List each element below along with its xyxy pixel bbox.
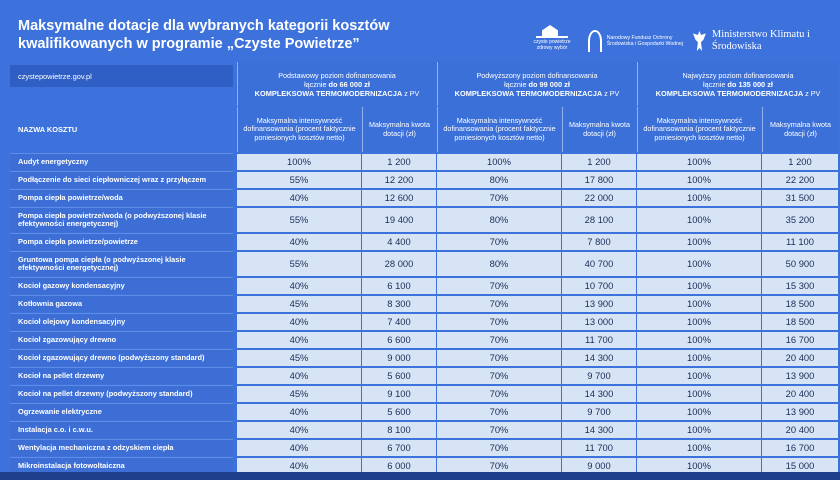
intensity-cell: 100% [637,386,761,402]
intensity-cell: 100% [637,296,761,312]
website-link[interactable]: czystepowietrze.gov.pl [10,65,233,87]
amount-cell: 9 000 [562,458,636,474]
intensity-cell: 100% [637,422,761,438]
amount-cell: 1 200 [362,154,436,170]
intensity-cell: 100% [637,332,761,348]
amount-cell: 12 200 [362,172,436,188]
amount-cell: 18 500 [762,314,838,330]
amount-cell: 18 500 [762,296,838,312]
intensity-cell: 40% [237,234,361,250]
amount-cell: 8 300 [362,296,436,312]
intensity-cell: 100% [637,278,761,294]
table-row [10,171,838,188]
intensity-cell: 70% [437,350,561,366]
amount-cell: 8 100 [362,422,436,438]
amount-cell: 10 700 [562,278,636,294]
intensity-cell: 70% [437,332,561,348]
table-row [10,331,838,348]
table-row [10,295,838,312]
intensity-cell: 100% [437,154,561,170]
cost-name: Instalacja c.o. i c.w.u. [10,421,233,438]
cost-name: Pompa ciepła powietrze/woda [10,189,233,206]
amount-cell: 11 100 [762,234,838,250]
amount-cell: 14 300 [562,386,636,402]
amount-cell: 9 000 [362,350,436,366]
intensity-cell: 40% [237,440,361,456]
cost-name: Pompa ciepła powietrze/woda (o podwyższonej klasie efektywności energetycznej) [10,207,233,232]
table-row [10,207,838,232]
amount-cell: 13 900 [762,404,838,420]
cost-name: Pompa ciepła powietrze/powietrze [10,233,233,250]
cost-name: Audyt energetyczny [10,153,233,170]
cost-name: Kocioł zgazowujący drewno [10,331,233,348]
intensity-cell: 70% [437,404,561,420]
intensity-cell: 100% [637,350,761,366]
amount-cell: 5 600 [362,368,436,384]
intensity-cell: 40% [237,332,361,348]
intensity-cell: 40% [237,422,361,438]
intensity-cell: 40% [237,314,361,330]
amount-cell: 7 400 [362,314,436,330]
amount-cell: 9 700 [562,404,636,420]
cost-name: Kocioł olejowy kondensacyjny [10,313,233,330]
intensity-cell: 100% [637,314,761,330]
column-header-intensity: Maksymalna intensywność dofinansowania (procent faktycznie poniesionych kosztów netto) [637,107,761,152]
nfosigw-logo: Narodowy Fundusz Ochrony Środowiska i Gospodarki Wodnej [588,26,684,56]
column-header-amount: Maksymalna kwota dotacji (zł) [362,107,436,152]
table-row [10,233,838,250]
amount-cell: 6 600 [362,332,436,348]
cost-name: Kocioł na pellet drzewny [10,367,233,384]
cost-name: Gruntowa pompa ciepła (o podwyższonej klasie efektywności energetycznej) [10,251,233,276]
intensity-cell: 70% [437,314,561,330]
intensity-cell: 100% [637,404,761,420]
column-header-intensity: Maksymalna intensywność dofinansowania (procent faktycznie poniesionych kosztów netto) [237,107,361,152]
level-header-basic: Podstawowy poziom dofinansowania łącznie do 66 000 zł KOMPLEKSOWA TERMOMODERNIZACJA z PV [237,62,436,106]
cost-name: Kocioł na pellet drzewny (podwyższony standard) [10,385,233,402]
intensity-cell: 100% [237,154,361,170]
level-header-highest: Najwyższy poziom dofinansowania łącznie do 135 000 zł KOMPLEKSOWA TERMOMODERNIZACJA z PV [637,62,838,106]
amount-cell: 13 900 [562,296,636,312]
amount-cell: 35 200 [762,208,838,232]
amount-cell: 11 700 [562,332,636,348]
intensity-cell: 70% [437,190,561,206]
column-header-amount: Maksymalna kwota dotacji (zł) [762,107,838,152]
table-row [10,313,838,330]
fund-emblem-icon [588,30,602,52]
intensity-cell: 100% [637,458,761,474]
cost-name: Mikroinstalacja fotowoltaiczna [10,457,233,474]
amount-cell: 19 400 [362,208,436,232]
column-header-amount: Maksymalna kwota dotacji (zł) [562,107,636,152]
intensity-cell: 80% [437,208,561,232]
intensity-cell: 70% [437,234,561,250]
intensity-cell: 45% [237,386,361,402]
intensity-cell: 40% [237,404,361,420]
intensity-cell: 70% [437,458,561,474]
column-header-name: NAZWA KOSZTU [18,125,78,134]
intensity-cell: 100% [637,368,761,384]
table-row [10,251,838,276]
ministry-logo: Ministerstwo Klimatu i Środowiska [693,26,833,56]
intensity-cell: 55% [237,208,361,232]
intensity-cell: 55% [237,172,361,188]
amount-cell: 6 100 [362,278,436,294]
intensity-cell: 70% [437,440,561,456]
amount-cell: 50 900 [762,252,838,276]
intensity-cell: 40% [237,458,361,474]
intensity-cell: 45% [237,350,361,366]
amount-cell: 20 400 [762,350,838,366]
amount-cell: 16 700 [762,332,838,348]
amount-cell: 28 100 [562,208,636,232]
amount-cell: 7 800 [562,234,636,250]
amount-cell: 14 300 [562,350,636,366]
table-row [10,153,838,170]
intensity-cell: 40% [237,278,361,294]
intensity-cell: 70% [437,368,561,384]
intensity-cell: 100% [637,172,761,188]
intensity-cell: 100% [637,190,761,206]
page-title: Maksymalne dotacje dla wybranych kategorii kosztów kwalifikowanych w programie „Czyste Powietrze” [18,18,390,52]
intensity-cell: 55% [237,252,361,276]
amount-cell: 15 300 [762,278,838,294]
intensity-cell: 100% [637,440,761,456]
amount-cell: 20 400 [762,386,838,402]
amount-cell: 9 700 [562,368,636,384]
intensity-cell: 70% [437,422,561,438]
amount-cell: 6 000 [362,458,436,474]
table-row [10,403,838,420]
table-row [10,367,838,384]
intensity-cell: 100% [637,252,761,276]
intensity-cell: 100% [637,154,761,170]
amount-cell: 13 000 [562,314,636,330]
amount-cell: 4 400 [362,234,436,250]
amount-cell: 20 400 [762,422,838,438]
cost-name: Wentylacja mechaniczna z odzyskiem ciepła [10,439,233,456]
house-icon [536,26,568,38]
level-header-increased: Podwyższony poziom dofinansowania łącznie do 99 000 zł KOMPLEKSOWA TERMOMODERNIZACJA z PV [437,62,636,106]
intensity-cell: 45% [237,296,361,312]
amount-cell: 17 800 [562,172,636,188]
amount-cell: 14 300 [562,422,636,438]
amount-cell: 13 900 [762,368,838,384]
intensity-cell: 70% [437,296,561,312]
intensity-cell: 100% [637,234,761,250]
header [0,0,840,62]
czyste-powietrze-logo: czyste powietrze zdrowy wybór [527,26,577,56]
table-row [10,277,838,294]
table-row [10,421,838,438]
amount-cell: 9 100 [362,386,436,402]
intensity-cell: 70% [437,386,561,402]
cost-name: Ogrzewanie elektryczne [10,403,233,420]
amount-cell: 11 700 [562,440,636,456]
amount-cell: 31 500 [762,190,838,206]
amount-cell: 5 600 [362,404,436,420]
intensity-cell: 40% [237,368,361,384]
cost-name: Kocioł zgazowujący drewno (podwyższony standard) [10,349,233,366]
amount-cell: 40 700 [562,252,636,276]
eagle-icon [693,31,706,51]
table-row [10,385,838,402]
intensity-cell: 80% [437,172,561,188]
cost-name: Kotłownia gazowa [10,295,233,312]
table-row [10,189,838,206]
column-header-intensity: Maksymalna intensywność dofinansowania (procent faktycznie poniesionych kosztów netto) [437,107,561,152]
intensity-cell: 40% [237,190,361,206]
amount-cell: 6 700 [362,440,436,456]
amount-cell: 15 000 [762,458,838,474]
cost-name: Kocioł gazowy kondensacyjny [10,277,233,294]
cost-name: Podłączenie do sieci ciepłowniczej wraz z przyłączem [10,171,233,188]
amount-cell: 28 000 [362,252,436,276]
amount-cell: 22 000 [562,190,636,206]
table-row [10,349,838,366]
intensity-cell: 100% [637,208,761,232]
amount-cell: 12 600 [362,190,436,206]
amount-cell: 1 200 [562,154,636,170]
amount-cell: 1 200 [762,154,838,170]
footer-bar [0,472,840,480]
table-row [10,439,838,456]
amount-cell: 22 200 [762,172,838,188]
intensity-cell: 80% [437,252,561,276]
amount-cell: 16 700 [762,440,838,456]
intensity-cell: 70% [437,278,561,294]
